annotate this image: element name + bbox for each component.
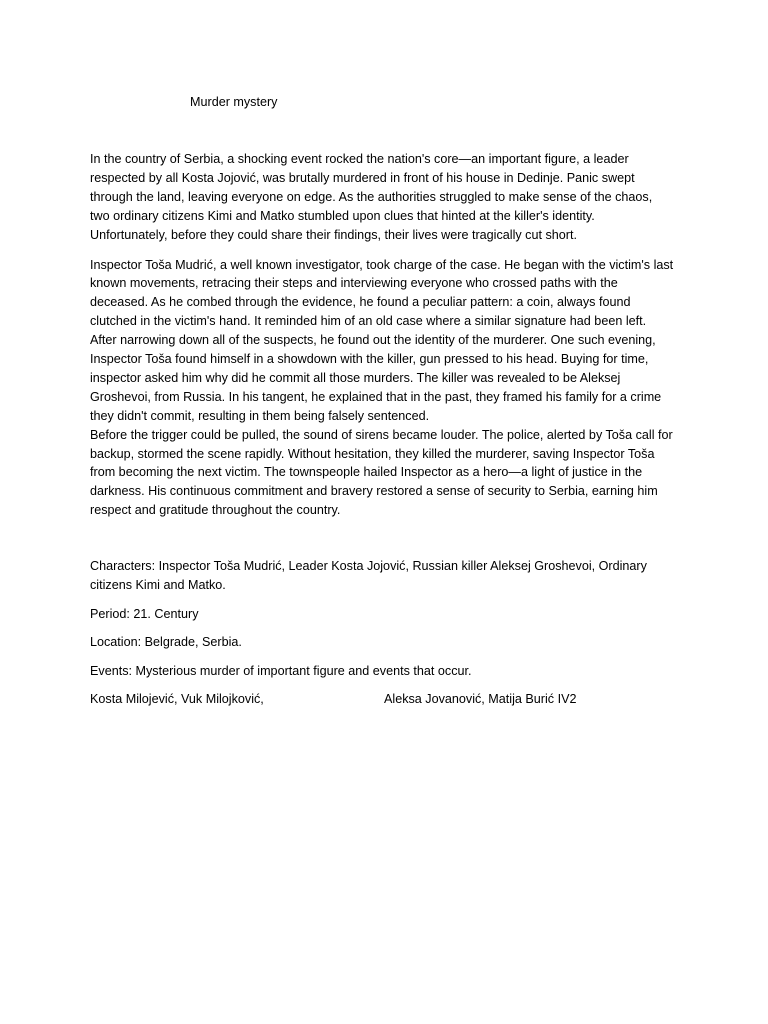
text-line: Inspector Toša found himself in a showdown with the killer, gun pressed to his head. Buying for time,: [90, 352, 649, 367]
text-line: Before the trigger could be pulled, the sound of sirens became louder. The police, alerted by Toša call for: [90, 427, 673, 442]
location-line: Location: Belgrade, Serbia.: [90, 635, 242, 649]
text-line: backup, stormed the scene rapidly. Without hesitation, they killed the murderer, saving Inspector Toša: [90, 446, 655, 461]
text-line: two ordinary citizens Kimi and Matko stumbled upon clues that hinted at the killer's identity.: [90, 208, 595, 223]
text-line: inspector asked him why did he commit all those murders. The killer was revealed to be Aleksej: [90, 370, 621, 385]
text-line: citizens Kimi and Matko.: [90, 577, 226, 592]
period-line: Period: 21. Century: [90, 606, 199, 621]
text-line: In the country of Serbia, a shocking event rocked the nation's core—an important figure, a leader: [90, 152, 629, 166]
characters-list: [90, 557, 690, 595]
text-line: Inspector Toša Mudrić, a well known investigator, took charge of the case. He began with the victim's last: [90, 257, 674, 272]
document-title: Murder mystery: [190, 95, 278, 109]
events-line: Events: Mysterious murder of important figure and events that occur.: [90, 663, 472, 678]
text-line: respected by all Kosta Jojović, was brutally murdered in front of his house in Dedinje. Panic swept: [90, 170, 635, 185]
text-line: known movements, retracing their steps and interviewing everyone who crossed paths with the: [90, 276, 618, 291]
text-line: deceased. As he combed through the evidence, he found a peculiar pattern: a coin, always found: [90, 295, 631, 310]
text-line: clutched in the victim's hand. It reminded him of an old case where a similar signature had been left.: [90, 314, 647, 329]
text-line: Groshevoi, from Russia. In his tangent, he explained that in the past, they framed his family for a crime: [90, 389, 662, 404]
text-line: Unfortunately, before they could share their findings, their lives were tragically cut short.: [90, 227, 577, 242]
paragraph-investigation: [90, 256, 690, 521]
authors-right: Aleksa Jovanović, Matija Burić IV2: [384, 692, 577, 706]
text-line: they didn't commit, resulting in them being falsely sentenced.: [90, 408, 430, 423]
paragraph-intro: [90, 150, 690, 245]
text-line: darkness. His continuous commitment and bravery restored a sense of security to Serbia, earning him: [90, 484, 658, 499]
text-line: from becoming the next victim. The townspeople hailed Inspector as a hero—a light of justice in the: [90, 465, 643, 480]
text-line: After narrowing down all of the suspects, he found out the identity of the murderer. One such evening,: [90, 333, 656, 348]
text-line: respect and gratitude throughout the country.: [90, 503, 341, 518]
authors-left: Kosta Milojević, Vuk Milojković,: [90, 692, 264, 706]
text-line: Characters: Inspector Toša Mudrić, Leader Kosta Jojović, Russian killer Aleksej Groshevoi, Ordinary: [90, 559, 647, 573]
text-line: through the land, leaving everyone on edge. As the authorities struggled to make sense of the chaos,: [90, 189, 653, 204]
